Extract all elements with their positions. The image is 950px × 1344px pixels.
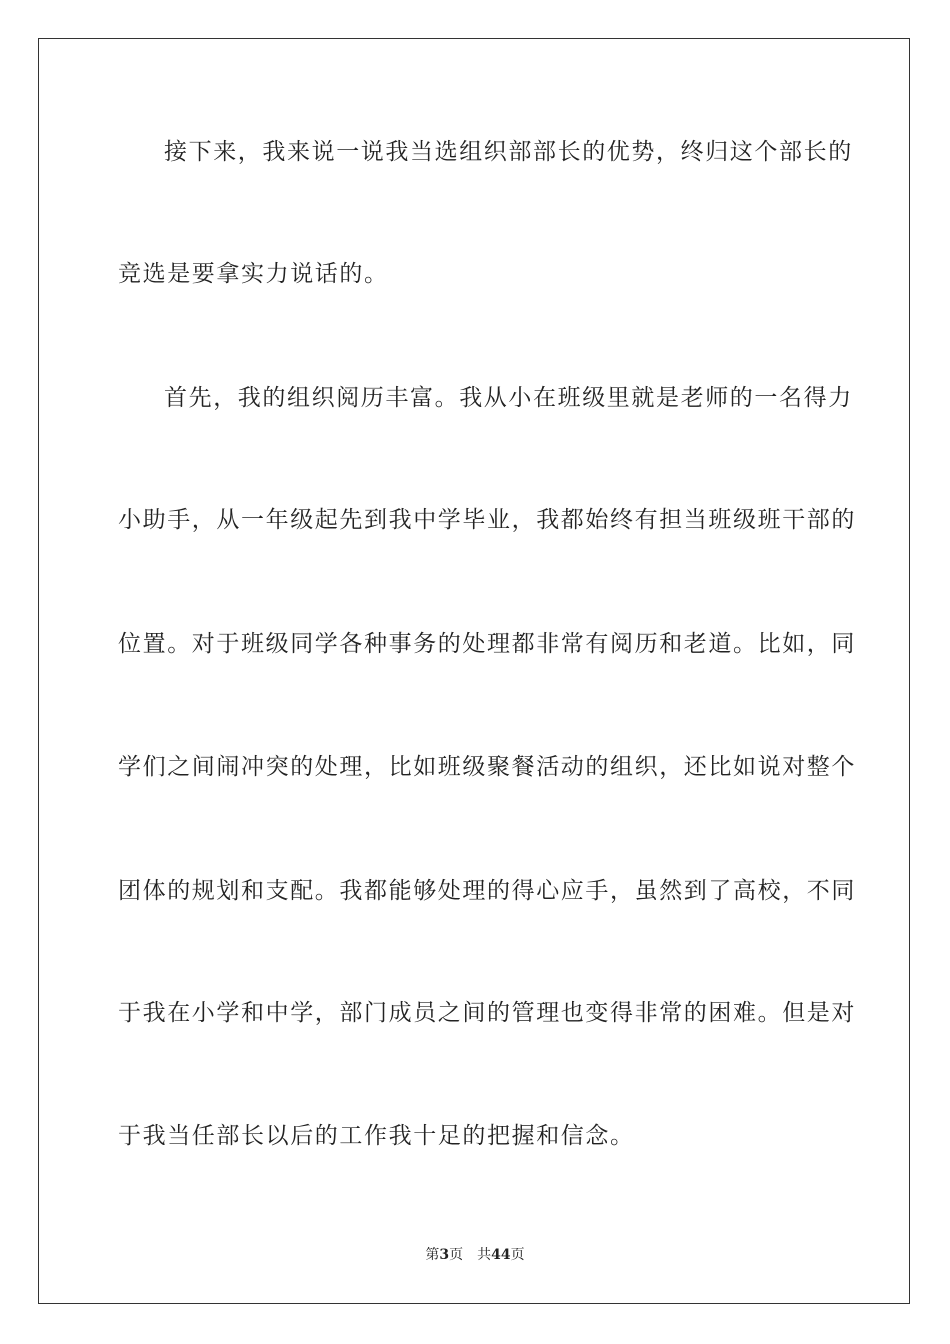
page-prefix: 第 — [425, 1247, 440, 1263]
total-suffix: 页 — [510, 1247, 525, 1263]
total-prefix: 共 — [477, 1247, 492, 1263]
paragraph-1-line-2: 竞选是要拿实力说话的。 — [118, 261, 389, 287]
paragraph-1-line-1: 接下来，我来说一说我当选组织部部长的优势，终归这个部长的 — [164, 139, 853, 165]
paragraph-2-line-6: 于我在小学和中学，部门成员之间的管理也变得非常的困难。但是对 — [118, 1000, 856, 1026]
paragraph-2-line-2: 小助手，从一年级起先到我中学毕业，我都始终有担当班级班干部的 — [118, 507, 856, 533]
paragraph-2-line-7: 于我当任部长以后的工作我十足的把握和信念。 — [118, 1123, 635, 1149]
paragraph-2-line-1: 首先，我的组织阅历丰富。我从小在班级里就是老师的一名得力 — [164, 385, 853, 411]
page-number: 3 — [439, 1247, 450, 1263]
page-suffix: 页 — [449, 1247, 464, 1263]
total-pages: 44 — [491, 1247, 511, 1263]
page-footer — [0, 1246, 950, 1264]
paragraph-2-line-3: 位置。对于班级同学各种事务的处理都非常有阅历和老道。比如，同 — [118, 631, 856, 657]
page-border — [38, 38, 910, 1304]
paragraph-2-line-4: 学们之间闹冲突的处理，比如班级聚餐活动的组织，还比如说对整个 — [118, 754, 856, 780]
paragraph-2-line-5: 团体的规划和支配。我都能够处理的得心应手，虽然到了高校，不同 — [118, 878, 856, 904]
